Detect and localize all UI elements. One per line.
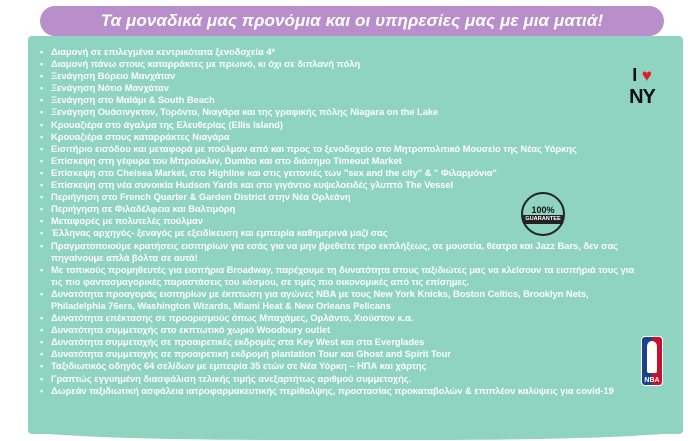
nba-logo-text: NBA [644,377,660,384]
guarantee-percent: 100% [531,204,555,215]
list-item: • Διαμονή σε επιλεγμένα κεντρικότατα ξενοδοχεία 4* [40,46,640,58]
list-item: • Περιήγηση σε Φιλαδέλφεια και Βαλτιμόρη [40,203,640,215]
page-title: Τα μοναδικά μας προνόμια και οι υπηρεσίες μας με μια ματιά! [100,11,604,30]
list-item: • Δυνατότητα προαγοράς εισιτηρίων με έκπτωση για αγώνες NBA με τους New York Knicks, Boston Celtics, Brooklyn Nets, Philadelphia 76ers, Washington Wizards, Miami Heat & New Orleans Pelicans [40,288,640,312]
list-item: • Ξενάγηση Ουάσινγκτον, Τορόντο, Νιαγάρα και της γραφικής πόλης Niagara on the Lake [40,106,640,118]
list-item: • Ξενάγηση Βόρειο Μανχάταν [40,70,640,82]
list-item: • Με τοπικούς προμηθευτές για εισιτήρια Broadway, παρέχουμε τη δυνατότητα στους ταξιδιώτες μας να κλείσουν τα εισιτήριά τους για τις πιο φαντασμαγορικές παραστάσεις του κόσμου, σε τιμές πιο οικονομικές από τις επίσημες. [40,264,640,288]
i-love-ny-logo-i: I [632,65,638,85]
list-item: • Ταξιδιωτικός οδηγός 64 σελίδων με εμπειρία 35 ετών σε Νέα Υόρκη – ΗΠΑ και χάρτης [40,360,640,372]
list-item: • Έλληνας αρχηγός- ξεναγός με εξειδίκευση και εμπειρία καθημερινά μαζί σας [40,227,640,239]
list-item: • Γραπτώς εγγυημένη διασφάλιση τελικής τιμής ανεξαρτήτως αριθμού συμμετοχής. [40,373,640,385]
list-item: • Περιήγηση στο French Quarter & Garden District στην Νέα Ορλεάνη [40,191,640,203]
list-item: • Ξενάγηση Νότιο Μανχάταν [40,82,640,94]
heart-icon: ♥ [641,66,652,85]
guarantee-badge [521,192,565,236]
list-item: • Μεταφορές με πολυτελές πούλμαν [40,215,640,227]
list-item: • Ξενάγηση στο Μαϊάμι & South Beach [40,94,640,106]
list-item: • Δωρεάν ταξιδιωτική ασφάλεια ιατροφαρμακευτικής περίθαλψης, προστασίας προκαταβολών & επιπλέον καλύψεις για covid-19 [40,385,640,397]
list-item: • Διαμονή πάνω στους καταρράκτες με πρωινό, κι όχι σε διπλανή πόλη [40,58,640,70]
list-item: • Κρουαζιέρα στους καταρράκτες Νιαγάρα [40,131,640,143]
services-panel [28,36,683,434]
list-item: • Επίσκεψη στη γέφυρα του Μπρούκλιν, Dumbo και στο διάσημο Timeout Market [40,155,640,167]
i-love-ny-logo-ny: NY [629,86,655,108]
list-item: • Δυνατότητα επέκτασης σε προορισμούς όπως Μπαχάμες, Ορλάντο, Χιούστον κ.α. [40,312,640,324]
list-item: • Πραγματοποιούμε κρατήσεις εισιτηρίων για εσάς για να μην βρεθείτε προ εκπλήξεως, σε μουσεία, θέατρα και Jazz Bars, δεν σας πηγαίνουμε απλά βόλτα σε αυτά! [40,240,640,264]
guarantee-label: GUARANTEE [525,215,561,222]
nba-logo [641,336,663,386]
list-item: • Δυνατότητα συμμετοχής σε προαιρετικές εκδρομές στα Key West και στα Everglades [40,336,640,348]
basketball-player-icon [647,341,657,373]
list-item: • Δυνατότητα συμμετοχής στο εκπτωτικό χωριό Woodbury outlet [40,324,640,336]
i-love-ny-logo [620,66,664,108]
list-item: • Επίσκεψη στο Chelsea Market, στο Highline και στις γειτονιές των "sex and the city" & " Φιλαρμόνια" [40,167,640,179]
list-item: • Δυνατότητα συμμετοχής σε προαιρετική εκδρομή plantation Tour και Ghost and Spirit Tour [40,348,640,360]
list-item: • Κρουαζιέρα στο άγαλμα της Ελευθερίας (Ellis Island) [40,119,640,131]
header-banner [40,6,664,36]
list-item: • Επίσκεψη στη νέα συνοικία Hudson Yards και στο γιγάντιο κυψελοειδές γλυπτό The Vessel [40,179,640,191]
list-item: • Εισιτήριο εισόδου και μεταφορά με πούλμαν από και προς το ξενοδοχείο στο Μητροπολιτικό Μουσείο της Νέας Υόρκης [40,143,640,155]
